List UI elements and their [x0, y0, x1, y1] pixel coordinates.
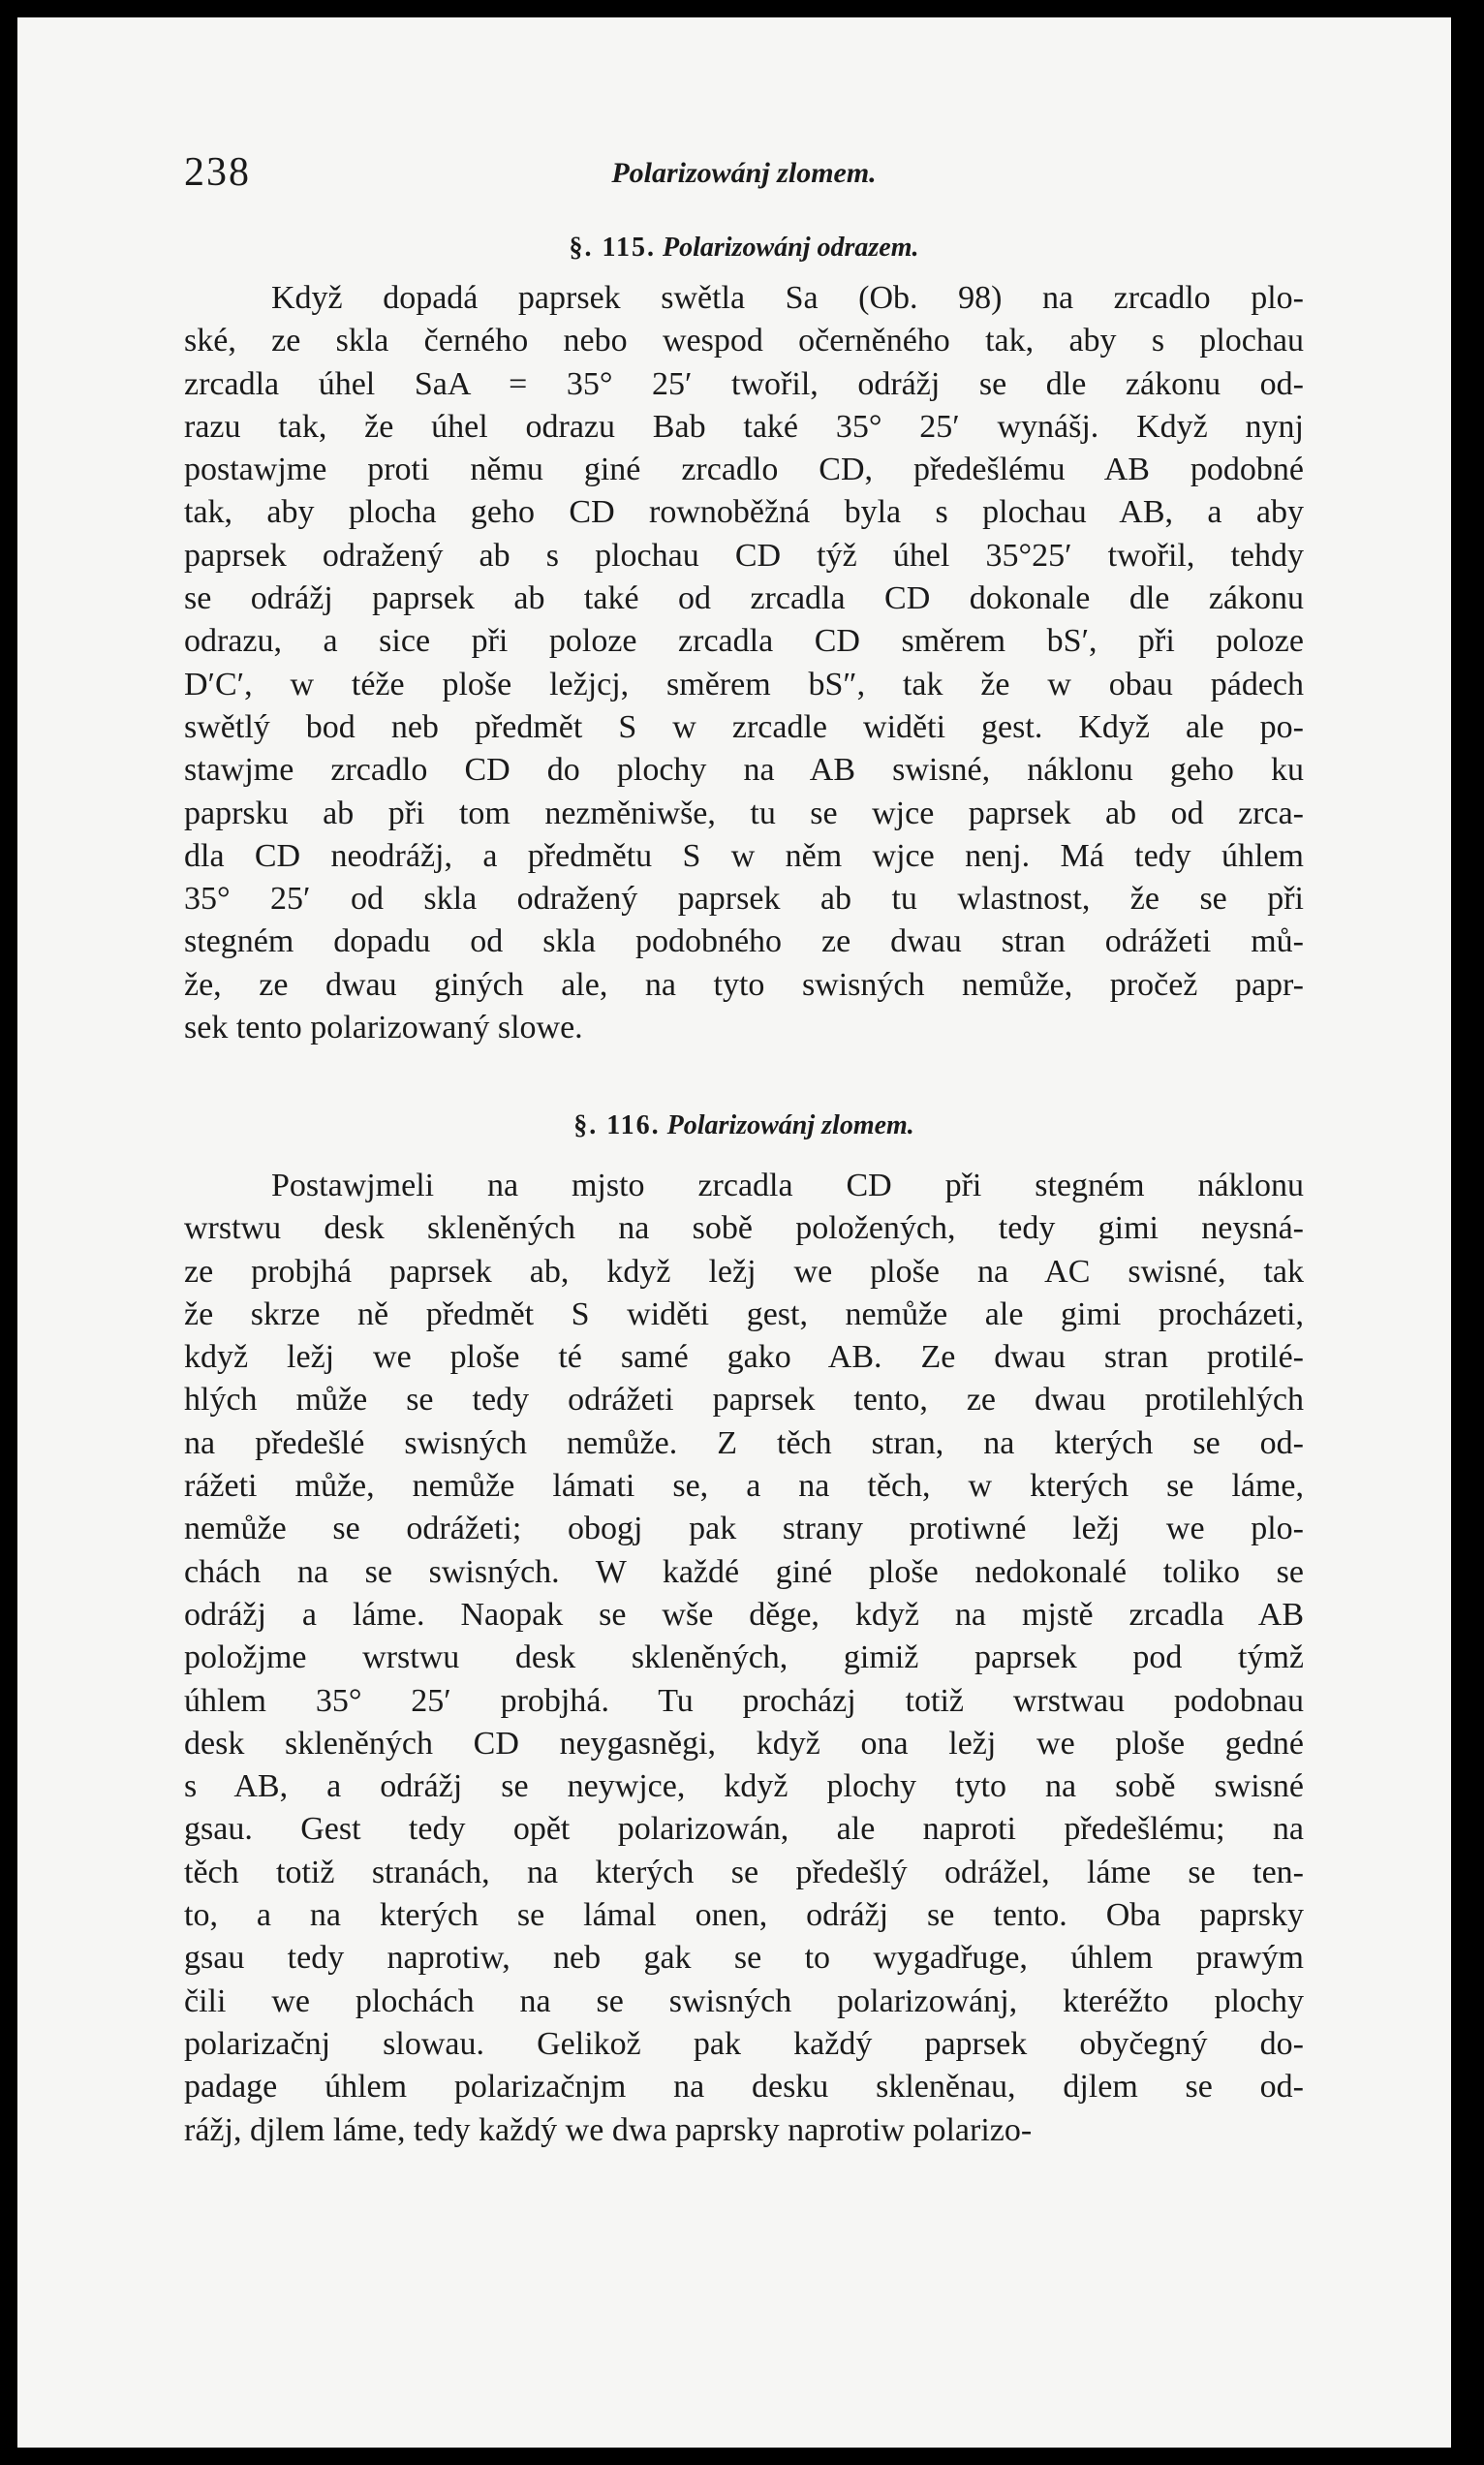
- text-line: zrcadla úhel SaA = 35° 25′ twořil, odrážj se dle zákonu od-: [184, 365, 1304, 402]
- text-line: sek tento polarizowaný slowe.: [184, 1010, 583, 1046]
- page-number: 238: [184, 150, 251, 195]
- text-line: paprsku ab při tom nezměniwše, tu se wjce paprsek ab od zrca-: [184, 795, 1304, 831]
- text-line: razu tak, že úhel odrazu Bab také 35° 25′ wynášj. Když nynj: [184, 408, 1304, 445]
- section-number: §. 116.: [573, 1110, 661, 1140]
- text-line: polarizačnj slowau. Gelikož pak každý paprsek obyčegný do-: [184, 2025, 1304, 2062]
- text-line: že, ze dwau giných ale, na tyto swisných nemůže, pročež papr-: [184, 966, 1304, 1003]
- section-115-paragraph: [184, 277, 1304, 1049]
- section-heading-116: [184, 1110, 1304, 1141]
- text-line: rážj, djlem láme, tedy každý we dwa paprsky naprotiw polarizo-: [184, 2111, 1033, 2148]
- text-line: D′C′, w téže ploše ležjcj, směrem bS″, tak že w obau pádech: [184, 666, 1304, 702]
- text-line: stawjme zrcadlo CD do plochy na AB swisné, náklonu geho ku: [184, 752, 1304, 789]
- text-line: wrstwu desk skleněných na sobě položených, tedy gimi neysná-: [184, 1210, 1304, 1247]
- text-line: hlých může se tedy odrážeti paprsek tento, ze dwau protilehlých: [184, 1382, 1304, 1419]
- section-title: Polarizowánj zlomem.: [666, 1110, 914, 1140]
- book-page: [17, 17, 1451, 2448]
- section-title: Polarizowánj odrazem.: [662, 233, 919, 263]
- text-line: s AB, a odrážj se neywjce, když plochy tyto na sobě swisné: [184, 1768, 1304, 1805]
- text-line: tak, aby plocha geho CD rownoběžná byla s plochau AB, a aby: [184, 494, 1304, 531]
- text-line: gsau. Gest tedy opět polarizowán, ale naproti předešlému; na: [184, 1811, 1304, 1848]
- text-line: odrazu, a sice při poloze zrcadla CD směrem bS′, při poloze: [184, 623, 1304, 660]
- section-heading-115: [184, 233, 1304, 264]
- section-116-paragraph: [184, 1165, 1304, 2152]
- text-line: když ležj we ploše té samé gako AB. Ze dwau stran protilé-: [184, 1339, 1304, 1376]
- text-line: rážeti může, nemůže lámati se, a na těch, w kterých se láme,: [184, 1468, 1304, 1505]
- text-line: paprsek odražený ab s plochau CD týž úhel 35°25′ twořil, tehdy: [184, 537, 1304, 574]
- text-line: desk skleněných CD neygasněgi, když ona ležj we ploše gedné: [184, 1725, 1304, 1762]
- text-line: nemůže se odrážeti; obogj pak strany protiwné ležj we plo-: [184, 1511, 1304, 1547]
- text-line: že skrze ně předmět S widěti gest, nemůže ale gimi procházeti,: [184, 1295, 1304, 1332]
- text-line: ze probjhá paprsek ab, když ležj we ploše na AC swisné, tak: [184, 1253, 1304, 1290]
- section-number: §. 115.: [569, 233, 656, 263]
- text-line: se odrážj paprsek ab také od zrcadla CD dokonale dle zákonu: [184, 580, 1304, 617]
- text-line: chách na se swisných. W každé giné ploše nedokonalé toliko se: [184, 1553, 1304, 1590]
- text-line: odrážj a láme. Naopak se wše děge, když na mjstě zrcadla AB: [184, 1596, 1304, 1633]
- text-line: těch totiž stranách, na kterých se předešlý odrážel, láme se ten-: [184, 1854, 1304, 1890]
- text-line: swětlý bod neb předmět S w zrcadle widěti gest. Když ale po-: [184, 708, 1304, 745]
- text-line: na předešlé swisných nemůže. Z těch stran, na kterých se od-: [184, 1424, 1304, 1461]
- text-line: čili we plochách na se swisných polarizowánj, kteréžto plochy: [184, 1982, 1304, 2019]
- text-line: 35° 25′ od skla odražený paprsek ab tu wlastnost, že se při: [184, 881, 1304, 918]
- running-title: Polarizowánj zlomem.: [611, 157, 877, 189]
- text-line: položjme wrstwu desk skleněných, gimiž paprsek pod týmž: [184, 1639, 1304, 1676]
- text-line: úhlem 35° 25′ probjhá. Tu procházj totiž wrstwau podobnau: [184, 1682, 1304, 1719]
- text-line: gsau tedy naprotiw, neb gak se to wygadřuge, úhlem prawým: [184, 1940, 1304, 1977]
- text-line: Postawjmeli na mjsto zrcadla CD při stegném náklonu: [271, 1168, 1304, 1203]
- text-line: to, a na kterých se lámal onen, odrážj se tento. Oba paprsky: [184, 1897, 1304, 1934]
- text-line: padage úhlem polarizačnjm na desku skleněnau, djlem se od-: [184, 2069, 1304, 2106]
- text-line: stegném dopadu od skla podobného ze dwau stran odrážeti mů-: [184, 923, 1304, 960]
- page-header: [184, 149, 1304, 207]
- text-line: Když dopadá paprsek swětla Sa (Ob. 98) na zrcadlo plo-: [271, 280, 1304, 316]
- text-line: dla CD neodrážj, a předmětu S w něm wjce nenj. Má tedy úhlem: [184, 837, 1304, 874]
- text-line: ské, ze skla černého nebo wespod očerněného tak, aby s plochau: [184, 323, 1304, 359]
- text-line: postawjme proti němu giné zrcadlo CD, předešlému AB podobné: [184, 452, 1304, 488]
